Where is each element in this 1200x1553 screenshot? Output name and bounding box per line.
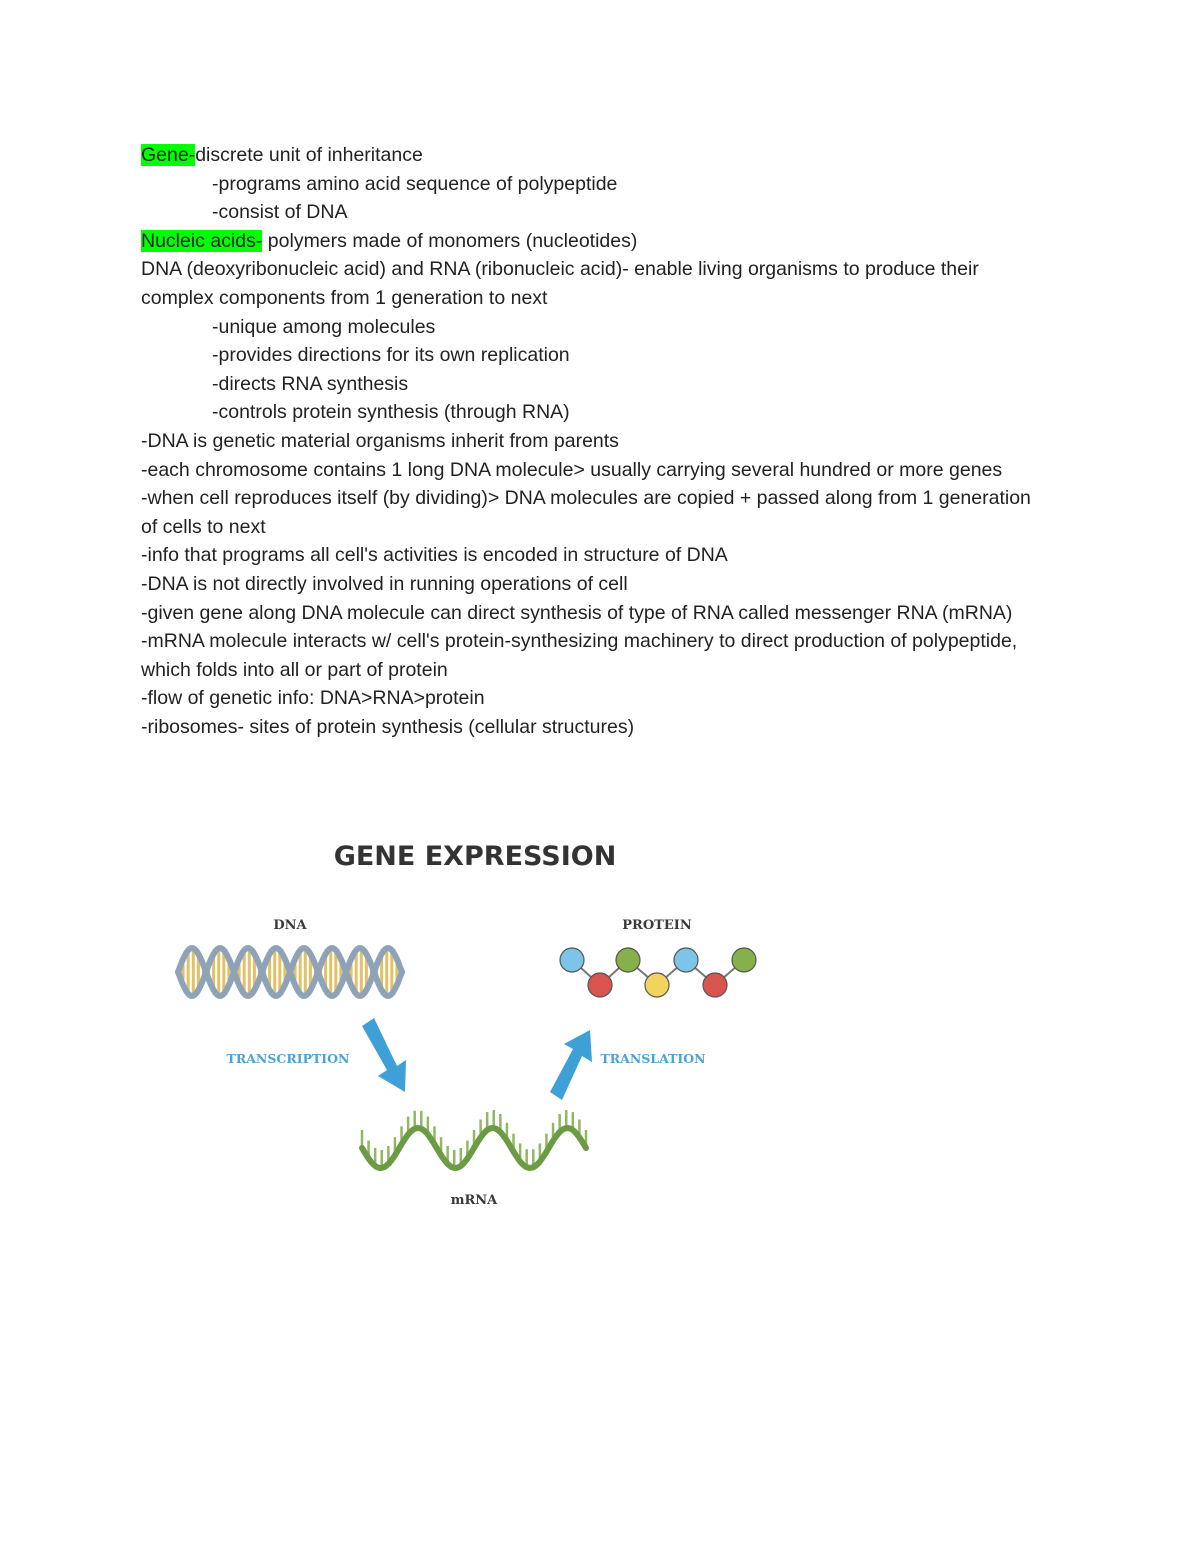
fact-line: -each chromosome contains 1 long DNA molecule> usually carrying several hundred or more genes: [141, 458, 1003, 481]
amino-acid-bead: [645, 973, 669, 997]
amino-acid-bead: [616, 948, 640, 972]
gene-term-highlight: Gene-: [141, 144, 196, 166]
transcription-arrow-icon: [362, 1018, 406, 1092]
amino-acid-bead: [703, 973, 727, 997]
fact-line: -when cell reproduces itself (by dividing)> DNA molecules are copied + passed along from 1 generation of cells to next: [141, 487, 1031, 538]
dna-rna-line: DNA (deoxyribonucleic acid) and RNA (ribonucleic acid)- enable living organisms to produce their complex components from 1 generation to next: [141, 258, 979, 309]
gene-expression-diagram: [150, 830, 810, 1210]
mrna-label: mRNA: [450, 1193, 498, 1208]
transcription-arrow-shape: [362, 1018, 406, 1092]
fact-line: -info that programs all cell's activities is encoded in structure of DNA: [141, 544, 728, 567]
amino-acid-bead: [560, 948, 584, 972]
fact-line: -ribosomes- sites of protein synthesis (cellular structures): [141, 715, 635, 738]
translation-arrow-shape: [550, 1030, 592, 1100]
gene-definition-line: [141, 141, 1041, 170]
protein-label: PROTEIN: [622, 918, 692, 933]
figure-title: GENE EXPRESSION: [333, 841, 617, 872]
fact-line: -mRNA molecule interacts w/ cell's protein-synthesizing machinery to direct production of polypeptide, which folds into all or part of protein: [141, 630, 1018, 681]
dna-point: -directs RNA synthesis: [212, 372, 409, 395]
amino-acid-bead: [588, 973, 612, 997]
protein-chain-illustration: [560, 948, 756, 997]
dna-label: DNA: [273, 918, 307, 933]
gene-point: -programs amino acid sequence of polypeptide: [212, 172, 618, 195]
nucleic-acids-line: [141, 227, 1041, 256]
fact-line: -DNA is genetic material organisms inherit from parents: [141, 429, 619, 452]
amino-acid-bead: [674, 948, 698, 972]
dna-point: -controls protein synthesis (through RNA): [212, 401, 570, 424]
dna-point: -provides directions for its own replication: [212, 344, 570, 367]
gene-definition: discrete unit of inheritance: [195, 144, 423, 166]
transcription-label: TRANSCRIPTION: [226, 1051, 350, 1066]
dna-helix-illustration: [178, 948, 402, 996]
mrna-strand-illustration: [362, 1110, 586, 1168]
nucleic-acids-definition: polymers made of monomers (nucleotides): [262, 229, 638, 252]
translation-label: TRANSLATION: [600, 1051, 706, 1066]
nucleic-acids-term-highlight: Nucleic acids-: [141, 229, 263, 252]
translation-arrow-icon: [550, 1030, 592, 1100]
dna-point: -unique among molecules: [212, 315, 436, 338]
gene-point: -consist of DNA: [212, 201, 348, 224]
fact-line: -flow of genetic info: DNA>RNA>protein: [141, 687, 485, 710]
notes-text: [141, 141, 1041, 741]
fact-line: -DNA is not directly involved in running operations of cell: [141, 572, 628, 595]
fact-line: -given gene along DNA molecule can direct synthesis of type of RNA called messenger RNA (mRNA): [141, 601, 1013, 624]
amino-acid-bead: [732, 948, 756, 972]
gene-expression-figure: [150, 830, 810, 1210]
